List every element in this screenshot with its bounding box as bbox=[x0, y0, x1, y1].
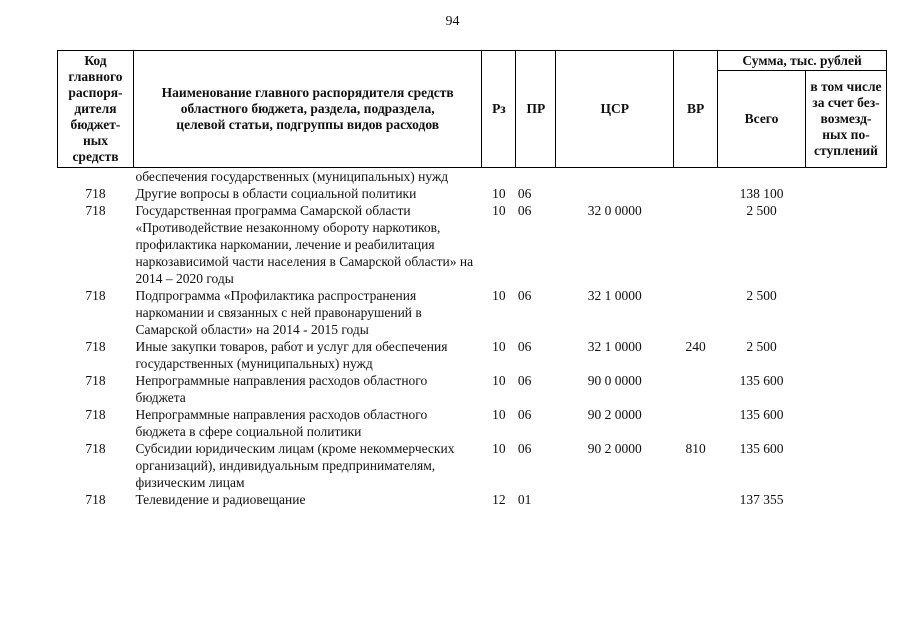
row-rz: 10 bbox=[492, 203, 506, 218]
header-total: Всего bbox=[718, 71, 806, 168]
row-pr bbox=[516, 168, 556, 186]
row-rz: 12 bbox=[492, 492, 506, 507]
row-rz: 10 bbox=[492, 288, 506, 303]
row-name: Иные закупки товаров, работ и услуг для обеспечения государственных (муниципальных) нужд bbox=[135, 339, 448, 371]
row-vr: 240 bbox=[685, 339, 706, 354]
row-name: Непрограммные направления расходов областного бюджета bbox=[135, 373, 428, 405]
header-name: Наименование главного распорядителя средств областного бюджета, раздела, подраздела, целевой статьи, подгруппы видов расходов bbox=[133, 51, 481, 168]
row-code: 718 bbox=[85, 407, 106, 422]
table-row bbox=[58, 168, 887, 186]
row-name: Телевидение и радиовещание bbox=[135, 492, 306, 507]
row-pr: 06 bbox=[517, 203, 532, 218]
row-pr: 06 bbox=[517, 441, 532, 456]
row-vr: 810 bbox=[685, 441, 706, 456]
page-number: 94 bbox=[445, 14, 460, 29]
header-rz: Рз bbox=[482, 51, 516, 168]
row-csr bbox=[556, 185, 674, 202]
row-total: 135 600 bbox=[739, 441, 784, 456]
table-row bbox=[58, 491, 887, 508]
header-incl: в том числе за счет без- возмезд- ных по- ступлений bbox=[805, 71, 886, 168]
row-csr: 32 1 0000 bbox=[587, 288, 642, 303]
row-name: Другие вопросы в области социальной политики bbox=[135, 186, 417, 201]
table-row bbox=[58, 406, 887, 440]
row-name: Подпрограмма «Профилактика распространения наркомании и связанных с ней правонарушений в Самарской области» на 2014 - 2015 годы bbox=[135, 288, 422, 337]
row-code: 718 bbox=[85, 492, 106, 507]
row-total: 2 500 bbox=[746, 203, 777, 218]
row-pr: 06 bbox=[517, 288, 532, 303]
row-code: 718 bbox=[85, 186, 106, 201]
row-csr bbox=[556, 491, 674, 508]
row-rz: 10 bbox=[492, 186, 506, 201]
row-vr bbox=[674, 406, 718, 440]
row-csr: 90 2 0000 bbox=[587, 407, 642, 422]
header-pr: ПР bbox=[516, 51, 556, 168]
row-name: Непрограммные направления расходов областного бюджета в сфере социальной политики bbox=[135, 407, 428, 439]
row-total: 135 600 bbox=[739, 373, 784, 388]
row-csr: 90 2 0000 bbox=[587, 441, 642, 456]
row-total: 2 500 bbox=[746, 339, 777, 354]
row-incl bbox=[805, 202, 886, 287]
row-pr: 06 bbox=[517, 407, 532, 422]
row-total: 137 355 bbox=[739, 492, 784, 507]
row-code: 718 bbox=[85, 441, 106, 456]
row-code: 718 bbox=[85, 339, 106, 354]
row-code: 718 bbox=[85, 288, 106, 303]
row-incl bbox=[805, 287, 886, 338]
row-incl bbox=[805, 372, 886, 406]
row-csr: 32 0 0000 bbox=[587, 203, 642, 218]
row-total bbox=[718, 168, 806, 186]
row-incl bbox=[805, 440, 886, 491]
row-incl bbox=[805, 491, 886, 508]
table-row bbox=[58, 372, 887, 406]
row-pr: 06 bbox=[517, 373, 532, 388]
table-row bbox=[58, 338, 887, 372]
row-code bbox=[58, 168, 134, 186]
budget-table bbox=[57, 50, 887, 508]
row-csr bbox=[556, 168, 674, 186]
row-pr: 01 bbox=[517, 492, 532, 507]
row-csr: 90 0 0000 bbox=[587, 373, 642, 388]
row-vr bbox=[674, 168, 718, 186]
row-total: 2 500 bbox=[746, 288, 777, 303]
row-incl bbox=[805, 338, 886, 372]
row-incl bbox=[805, 406, 886, 440]
row-name: Государственная программа Самарской области «Противодействие незаконному обороту наркотиков, профилактика наркомании, лечение и реабилитация наркозависимой части населения в Самарской области» на 2014 – 2020 годы bbox=[135, 203, 474, 286]
row-code: 718 bbox=[85, 203, 106, 218]
row-name: Субсидии юридическим лицам (кроме некоммерческих организаций), индивидуальным предпринимателям, физическим лицам bbox=[135, 441, 455, 490]
table-row bbox=[58, 440, 887, 491]
row-vr bbox=[674, 202, 718, 287]
row-rz: 10 bbox=[492, 339, 506, 354]
header-code: Код главного распоря- дителя бюджет- ных средств bbox=[58, 51, 134, 168]
row-vr bbox=[674, 185, 718, 202]
row-pr: 06 bbox=[517, 186, 532, 201]
row-rz bbox=[482, 168, 516, 186]
table-row bbox=[58, 202, 887, 287]
row-name: обеспечения государственных (муниципальных) нужд bbox=[135, 169, 449, 184]
row-rz: 10 bbox=[492, 373, 506, 388]
row-incl bbox=[805, 168, 886, 186]
row-total: 135 600 bbox=[739, 407, 784, 422]
row-incl bbox=[805, 185, 886, 202]
row-csr: 32 1 0000 bbox=[587, 339, 642, 354]
table-row bbox=[58, 185, 887, 202]
row-code: 718 bbox=[85, 373, 106, 388]
row-total: 138 100 bbox=[739, 186, 784, 201]
row-rz: 10 bbox=[492, 407, 506, 422]
row-pr: 06 bbox=[517, 339, 532, 354]
table-row bbox=[58, 287, 887, 338]
header-vr: ВР bbox=[674, 51, 718, 168]
header-sum: Сумма, тыс. рублей bbox=[718, 51, 887, 71]
row-vr bbox=[674, 491, 718, 508]
row-vr bbox=[674, 287, 718, 338]
row-vr bbox=[674, 372, 718, 406]
header-csr: ЦСР bbox=[556, 51, 674, 168]
row-rz: 10 bbox=[492, 441, 506, 456]
